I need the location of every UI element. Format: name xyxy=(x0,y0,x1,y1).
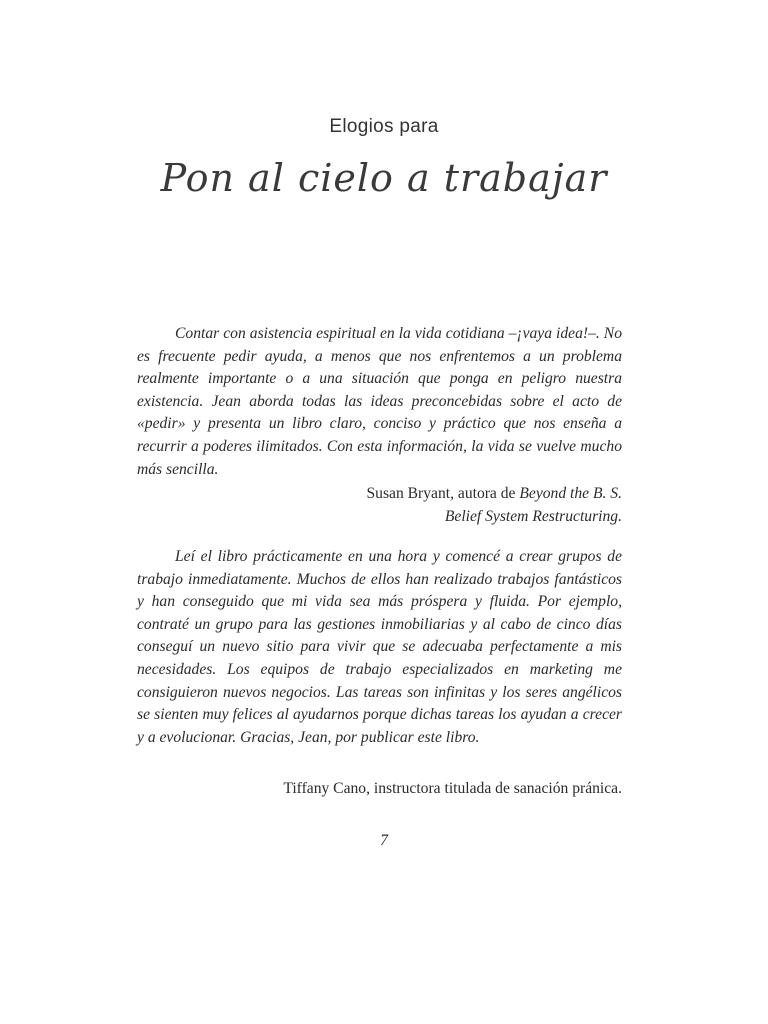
page-number: 7 xyxy=(380,832,388,849)
review-paragraph: Leí el libro prácticamente en una hora y comencé a crear grupos de trabajo inmediatamente. Muchos de ellos han realizado trabajos fantásticos y han conseguido que mi vida sea más próspera y fluida. Por ejemplo, contraté un grupo para las gestiones inmobiliarias y al cabo de cinco días conseguí un nuevo sitio para vivir que se adecuaba perfectamente a mis necesidades. Los equipos de trabajo especializados en marketing me consiguieron nuevos negocios. Las tareas son infinitas y los seres angélicos se sienten muy felices al ayudarnos porque dichas tareas los ayudan a crecer y a evolucionar. Gracias, Jean, por publicar este libro. xyxy=(137,548,622,746)
review-text-2 xyxy=(137,546,622,749)
attribution-author: Tiffany Cano, instructora titulada de sanación pránica. xyxy=(283,780,622,797)
attribution-line xyxy=(367,483,623,506)
review-attribution-1 xyxy=(367,483,623,528)
review-text-1 xyxy=(137,323,622,481)
attribution-work-subtitle: Belief System Restructuring. xyxy=(444,507,622,525)
review-paragraph: Contar con asistencia espiritual en la vida cotidiana –¡vaya idea!–. No es frecuente pedir ayuda, a menos que nos enfrentemos a un problema realmente importante o a una situación que ponga en peligro nuestra existencia. Jean aborda todas las ideas preconcebidas sobre el acto de «pedir» y presenta un libro claro, conciso y práctico que nos enseña a recurrir a poderes ilimitados. Con esta información, la vida se vuelve mucho más sencilla. xyxy=(137,325,622,478)
section-kicker: Elogios para xyxy=(329,116,439,137)
review-attribution-2 xyxy=(283,778,622,801)
attribution-work: Beyond the B. S. xyxy=(519,485,622,502)
book-title: Pon al cielo a trabajar xyxy=(160,156,608,200)
attribution-author: Susan Bryant, autora de xyxy=(366,485,520,502)
